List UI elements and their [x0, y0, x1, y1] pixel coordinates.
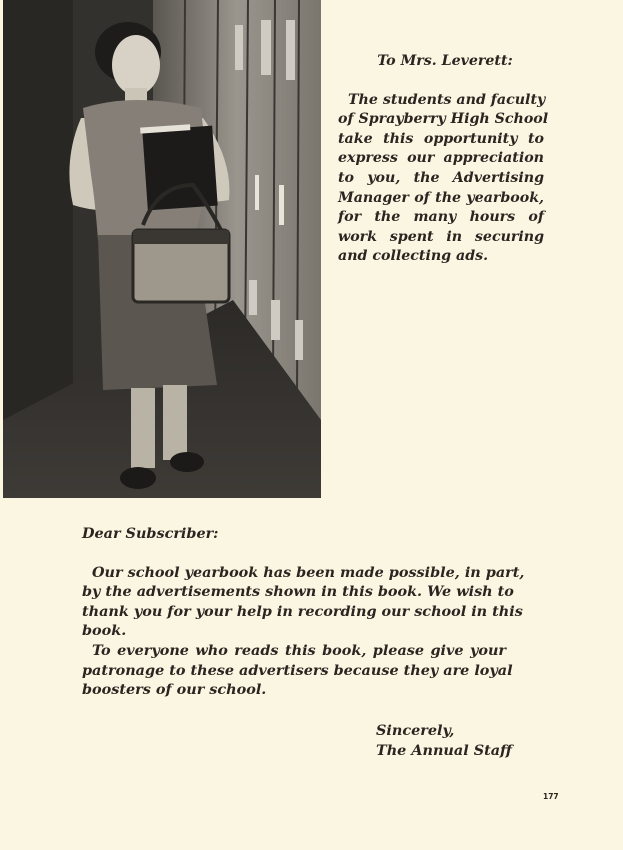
dedication-salutation: To Mrs. Leverett: [377, 53, 513, 69]
dedication-line: of Sprayberry High School [338, 111, 549, 128]
dedication-line: express our appreciation [338, 150, 544, 167]
letter-line: boosters of our school. [82, 681, 267, 699]
dedication-line: The students and faculty [348, 91, 546, 108]
letter-line: by the advertisements shown in this book. We wish to [82, 583, 514, 601]
letter-line: book. [82, 622, 127, 640]
letter-greeting: Dear Subscriber: [82, 525, 219, 542]
dedication-line: for the many hours of [338, 209, 544, 226]
letter-closing [376, 721, 512, 761]
letter-line: Our school yearbook has been made possible, in part, [92, 563, 525, 581]
letter-line: To everyone who reads this book, please give your [92, 641, 506, 659]
closing-signature: The Annual Staff [376, 742, 512, 759]
letter-line: thank you for your help in recording our school in this [82, 602, 523, 620]
dedication-line: work spent in securing [338, 228, 544, 245]
dedication-text [338, 52, 549, 267]
page-number: 177 [543, 792, 559, 801]
subscriber-letter [82, 524, 525, 700]
dedication-line: to you, the Advertising [338, 169, 544, 186]
portrait-photo [3, 0, 321, 498]
closing-valediction: Sincerely, [376, 722, 455, 739]
dedication-line: and collecting ads. [338, 248, 489, 265]
letter-line: patronage to these advertisers because they are loyal [82, 661, 513, 679]
dedication-line: take this opportunity to [338, 130, 544, 147]
dedication-line: Manager of the yearbook, [338, 189, 544, 206]
